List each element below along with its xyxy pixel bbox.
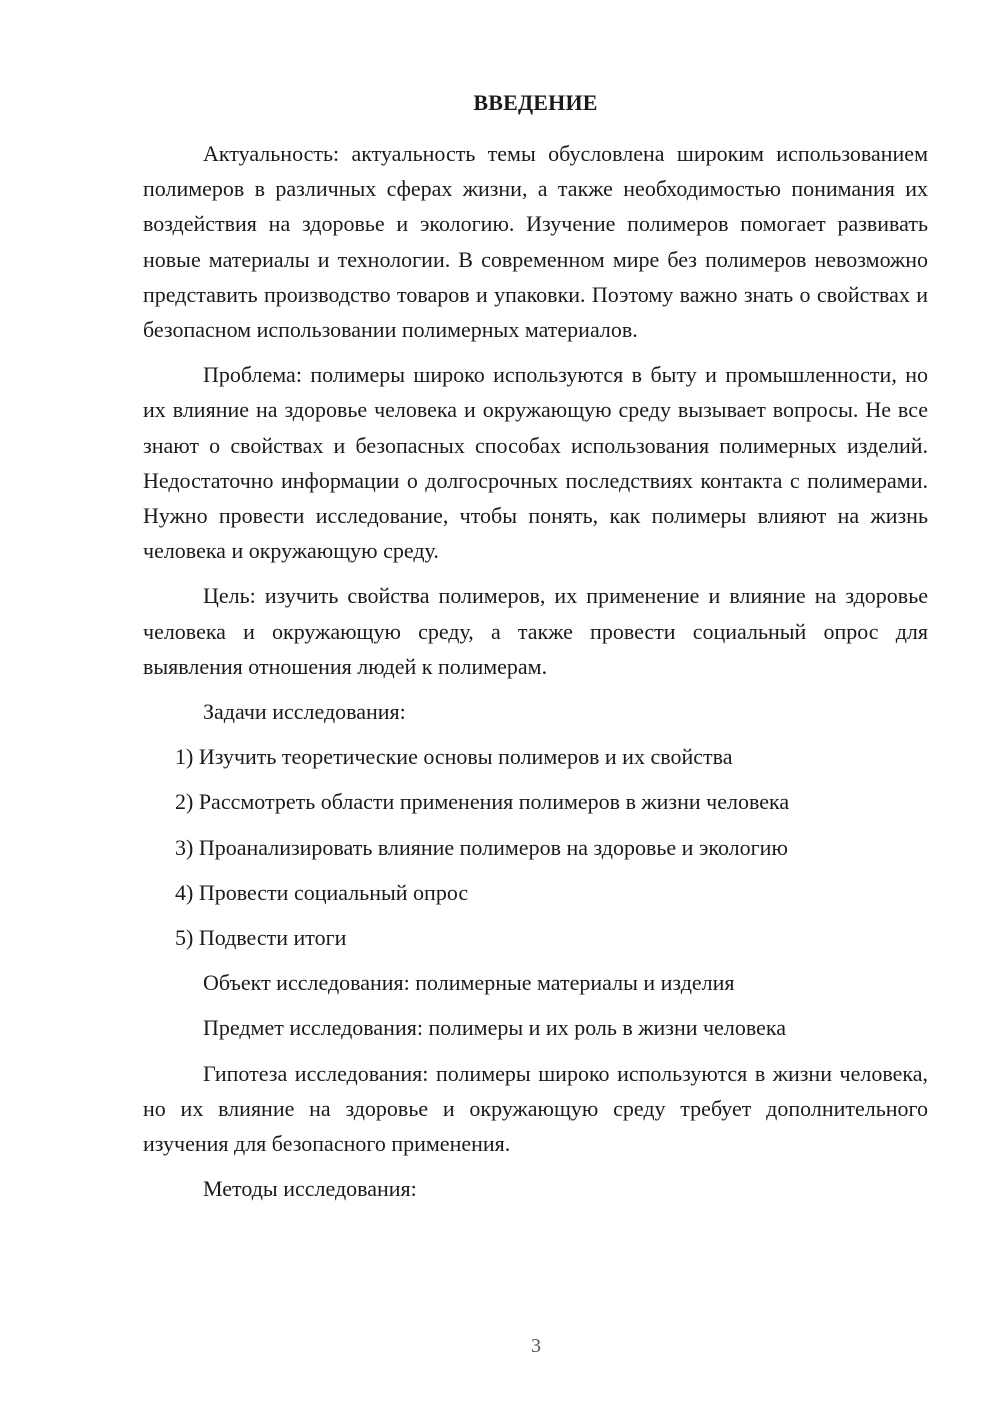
paragraph-goal: Цель: изучить свойства полимеров, их применение и влияние на здоровье человека и окружающую среду, а также провести социальный опрос для выявления отношения людей к полимерам. xyxy=(143,583,928,679)
list-item: 4) Провести социальный опрос xyxy=(175,879,469,905)
tasks-heading: Задачи исследования: xyxy=(203,699,406,725)
paragraph-problem: Проблема: полимеры широко используются в быту и промышленности, но их влияние на здоровье человека и окружающую среду вызывает вопросы. Не все знают о свойствах и безопасных способах использования полимерных изделий. Недостаточно информации о долгосрочных последствиях контакта с полимерами. Нужно провести исследование, чтобы понять, как полимеры влияют на жизнь человека и окружающую среду. xyxy=(143,362,928,564)
paragraph-object: Объект исследования: полимерные материалы и изделия xyxy=(203,970,735,996)
section-title: ВВЕДЕНИЕ xyxy=(473,90,598,115)
paragraph-subject: Предмет исследования: полимеры и их роль в жизни человека xyxy=(203,1015,786,1041)
list-item: 5) Подвести итоги xyxy=(175,925,347,951)
paragraph-hypothesis: Гипотеза исследования: полимеры широко используются в жизни человека, но их влияние на здоровье и окружающую среду требует дополнительного изучения для безопасного применения. xyxy=(143,1060,928,1157)
list-item: 1) Изучить теоретические основы полимеров и их свойства xyxy=(175,744,733,770)
methods-heading: Методы исследования: xyxy=(203,1176,417,1202)
page-content xyxy=(143,90,928,1216)
page-number: 3 xyxy=(531,1335,541,1357)
list-item: 3) Проанализировать влияние полимеров на здоровье и экологию xyxy=(175,834,788,860)
list-item: 2) Рассмотреть области применения полимеров в жизни человека xyxy=(175,789,790,815)
tasks-list xyxy=(143,739,928,955)
paragraph-relevance: Актуальность: актуальность темы обусловлена широким использованием полимеров в различных сферах жизни, а также необходимостью понимания их воздействия на здоровье и экологию. Изучение полимеров помогает развивать новые материалы и технологии. В современном мире без полимеров невозможно представить производство товаров и упаковки. Поэтому важно знать о свойствах и безопасном использовании полимерных материалов. xyxy=(143,141,928,343)
